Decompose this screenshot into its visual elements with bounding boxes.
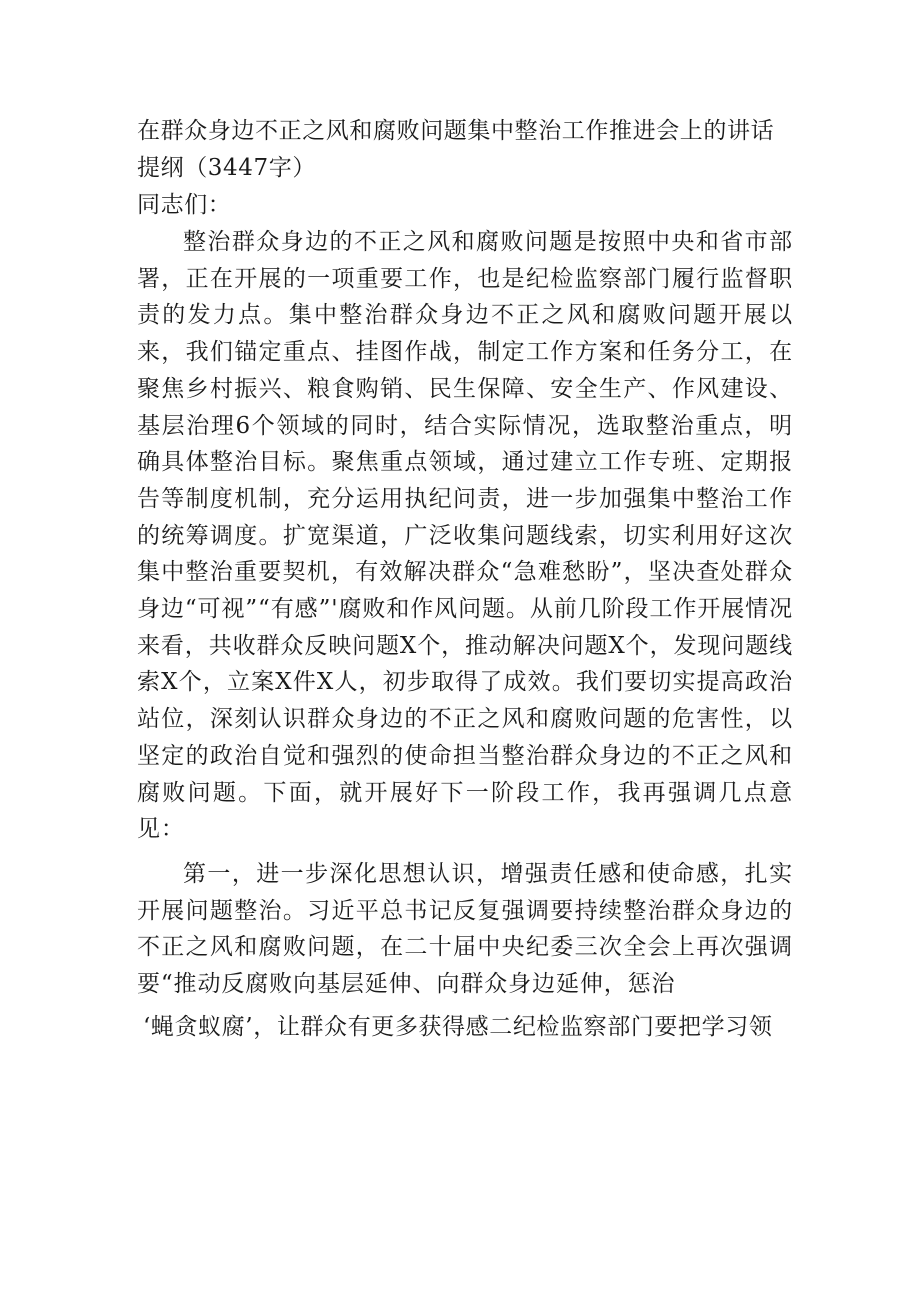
paragraph-gap xyxy=(137,848,793,856)
paragraph-1: 整治群众身边的不正之风和腐败问题是按照中央和省市部署，正在开展的一项重要工作，也是纪检监察部门履行监督职责的发力点。集中整治群众身边不正之风和腐败问题开展以来，我们锚定重点、挂图作战，制定工作方案和任务分工，在聚焦乡村振兴、粮食购销、民生保障、安全生产、作风建设、基层治理6个领域的同时，结合实际情况，选取整治重点，明确具体整治目标。聚焦重点领域，通过建立工作专班、定期报告等制度机制，充分运用执纪问责，进一步加强集中整治工作的统筹调度。扩宽渠道，广泛收集问题线索，切实利用好这次集中整治重要契机，有效解决群众“急难愁盼”，坚决查处群众身边“可视”“有感”'腐败和作风问题。从前几阶段工作开展情况来看，共收群众反映问题X个，推动解决问题X个，发现问题线索X个，立案X件X人，初步取得了成效。我们要切实提高政治站位，深刻认识群众身边的不正之风和腐败问题的危害性，以坚定的政治自觉和强烈的使命担当整治群众身边的不正之风和腐败问题。下面，就开展好下一阶段工作，我再强调几点意见： xyxy=(137,229,793,843)
document-title: 在群众身边不正之风和腐败问题集中整治工作推进会上的讲话提纲（3447字） xyxy=(137,118,775,181)
paragraph-2: 第一，进一步深化思想认识，增强责任感和使命感，扎实开展问题整治。习近平总书记反复强调要持续整治群众身边的不正之风和腐败问题，在二十届中央纪委三次全会上再次强调要“推动反腐败向基层延伸、向群众身边延伸，惩治 xyxy=(137,860,793,998)
document-body xyxy=(137,113,793,1046)
paragraph-2-continuation: ‘蝇贪蚁腐’，让群众有更多获得感二纪检监察部门要把学习领 xyxy=(143,1013,773,1040)
salutation: 同志们： xyxy=(137,192,232,218)
